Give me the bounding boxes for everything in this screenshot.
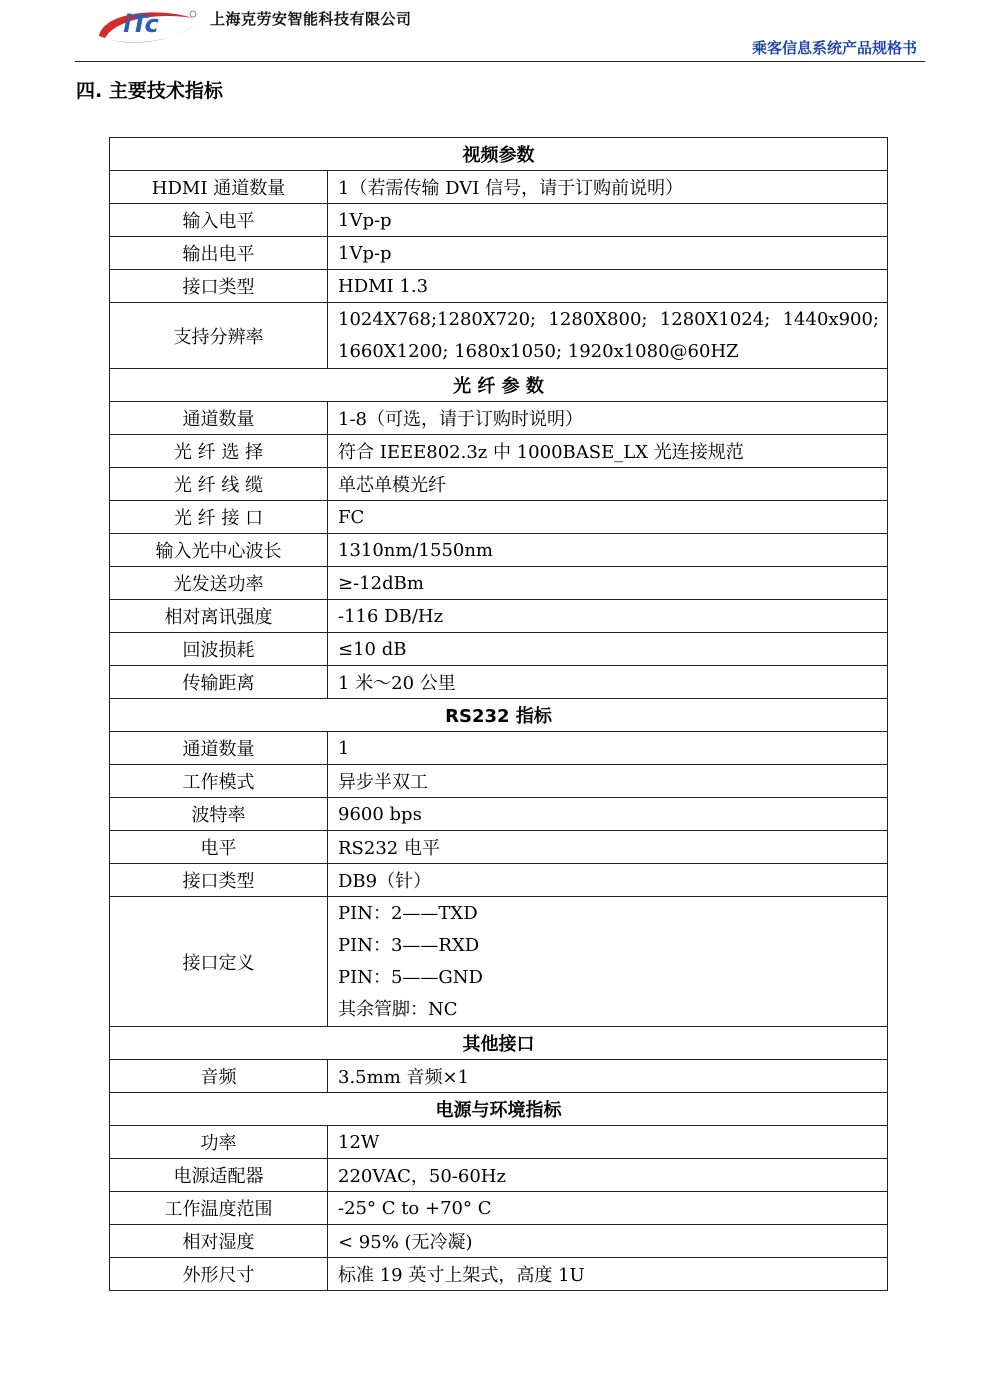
- table-row: [110, 798, 888, 831]
- table-row: [110, 831, 888, 864]
- param-value: ≤10 dB: [328, 633, 888, 666]
- company-logo: [93, 2, 203, 52]
- table-row: [110, 633, 888, 666]
- document-title: 乘客信息系统产品规格书: [751, 39, 917, 57]
- table-row: [110, 435, 888, 468]
- param-value: < 95% (无冷凝): [328, 1225, 888, 1258]
- table-row: [110, 303, 888, 369]
- param-name: 回波损耗: [110, 633, 328, 666]
- param-name: 外形尺寸: [110, 1258, 328, 1291]
- param-value: HDMI 1.3: [328, 270, 888, 303]
- table-row: [110, 534, 888, 567]
- group-header-other: 其他接口: [110, 1027, 888, 1060]
- param-value: 异步半双工: [328, 765, 888, 798]
- table-row: [110, 864, 888, 897]
- section-heading: 四. 主要技术指标: [76, 80, 223, 102]
- param-name: 工作模式: [110, 765, 328, 798]
- param-name: 电源适配器: [110, 1159, 328, 1192]
- param-name: HDMI 通道数量: [110, 171, 328, 204]
- company-name: 上海克劳安智能科技有限公司: [210, 10, 412, 28]
- table-row: [110, 270, 888, 303]
- param-name: 光发送功率: [110, 567, 328, 600]
- param-value: 1: [328, 732, 888, 765]
- param-name: 接口类型: [110, 864, 328, 897]
- table-row: [110, 1159, 888, 1192]
- param-name: 相对离讯强度: [110, 600, 328, 633]
- param-value: RS232 电平: [328, 831, 888, 864]
- param-value: 1-8（可选，请于订购时说明）: [328, 402, 888, 435]
- pin-definition-list: [328, 897, 888, 1027]
- param-name: 输入光中心波长: [110, 534, 328, 567]
- table-row: [110, 765, 888, 798]
- param-name: 支持分辨率: [110, 303, 328, 369]
- table-row: [110, 666, 888, 699]
- param-value: DB9（针）: [328, 864, 888, 897]
- param-value: 单芯单模光纤: [328, 468, 888, 501]
- page-header: [75, 0, 925, 64]
- table-row: [110, 600, 888, 633]
- param-value: FC: [328, 501, 888, 534]
- param-name: 接口定义: [110, 897, 328, 1027]
- group-header-fiber: 光 纤 参 数: [110, 369, 888, 402]
- param-name: 输入电平: [110, 204, 328, 237]
- param-name: 音频: [110, 1060, 328, 1093]
- table-row: [110, 402, 888, 435]
- pin-line: PIN：3——RXD: [338, 934, 480, 956]
- pin-line: PIN：5——GND: [338, 966, 483, 988]
- table-row: [110, 468, 888, 501]
- table-row: [110, 171, 888, 204]
- param-value: 1Vp-p: [328, 237, 888, 270]
- spec-table: [109, 137, 888, 1291]
- table-row: [110, 1192, 888, 1225]
- param-name: 光 纤 线 缆: [110, 468, 328, 501]
- param-value: -25° C to +70° C: [328, 1192, 888, 1225]
- param-value: 3.5mm 音频×1: [328, 1060, 888, 1093]
- table-row: [110, 732, 888, 765]
- param-name: 接口类型: [110, 270, 328, 303]
- table-row: [110, 897, 888, 1027]
- param-value: 9600 bps: [328, 798, 888, 831]
- logo-wordmark: iTc: [123, 10, 159, 38]
- param-name: 工作温度范围: [110, 1192, 328, 1225]
- table-row: [110, 567, 888, 600]
- group-header-video: 视频参数: [110, 138, 888, 171]
- param-value: 12W: [328, 1126, 888, 1159]
- param-name: 电平: [110, 831, 328, 864]
- param-name: 波特率: [110, 798, 328, 831]
- group-header-rs232: RS232 指标: [110, 699, 888, 732]
- param-value: 1（若需传输 DVI 信号，请于订购前说明）: [328, 171, 888, 204]
- pin-line: 其余管脚：NC: [338, 998, 458, 1020]
- table-row: [110, 501, 888, 534]
- param-name: 功率: [110, 1126, 328, 1159]
- param-value: 1 米～20 公里: [328, 666, 888, 699]
- table-row: [110, 1126, 888, 1159]
- table-row: [110, 204, 888, 237]
- param-name: 光 纤 选 择: [110, 435, 328, 468]
- table-row: [110, 1060, 888, 1093]
- param-name: 输出电平: [110, 237, 328, 270]
- param-value: 标准 19 英寸上架式，高度 1U: [328, 1258, 888, 1291]
- param-name: 光 纤 接 口: [110, 501, 328, 534]
- param-value: 1310nm/1550nm: [328, 534, 888, 567]
- table-row: [110, 237, 888, 270]
- param-value: 1Vp-p: [328, 204, 888, 237]
- param-name: 相对湿度: [110, 1225, 328, 1258]
- param-value: 符合 IEEE802.3z 中 1000BASE_LX 光连接规范: [328, 435, 888, 468]
- param-value: 1024X768;1280X720; 1280X800; 1280X1024; 1440x900; 1660X1200; 1680x1050; 1920x1080@60HZ: [328, 303, 888, 369]
- group-header-power: 电源与环境指标: [110, 1093, 888, 1126]
- param-value: -116 DB/Hz: [328, 600, 888, 633]
- header-divider: [75, 61, 925, 62]
- param-name: 通道数量: [110, 732, 328, 765]
- param-value: ≥-12dBm: [328, 567, 888, 600]
- param-name: 通道数量: [110, 402, 328, 435]
- table-row: [110, 1258, 888, 1291]
- param-value: 220VAC，50-60Hz: [328, 1159, 888, 1192]
- param-name: 传输距离: [110, 666, 328, 699]
- table-row: [110, 1225, 888, 1258]
- pin-line: PIN：2——TXD: [338, 902, 478, 924]
